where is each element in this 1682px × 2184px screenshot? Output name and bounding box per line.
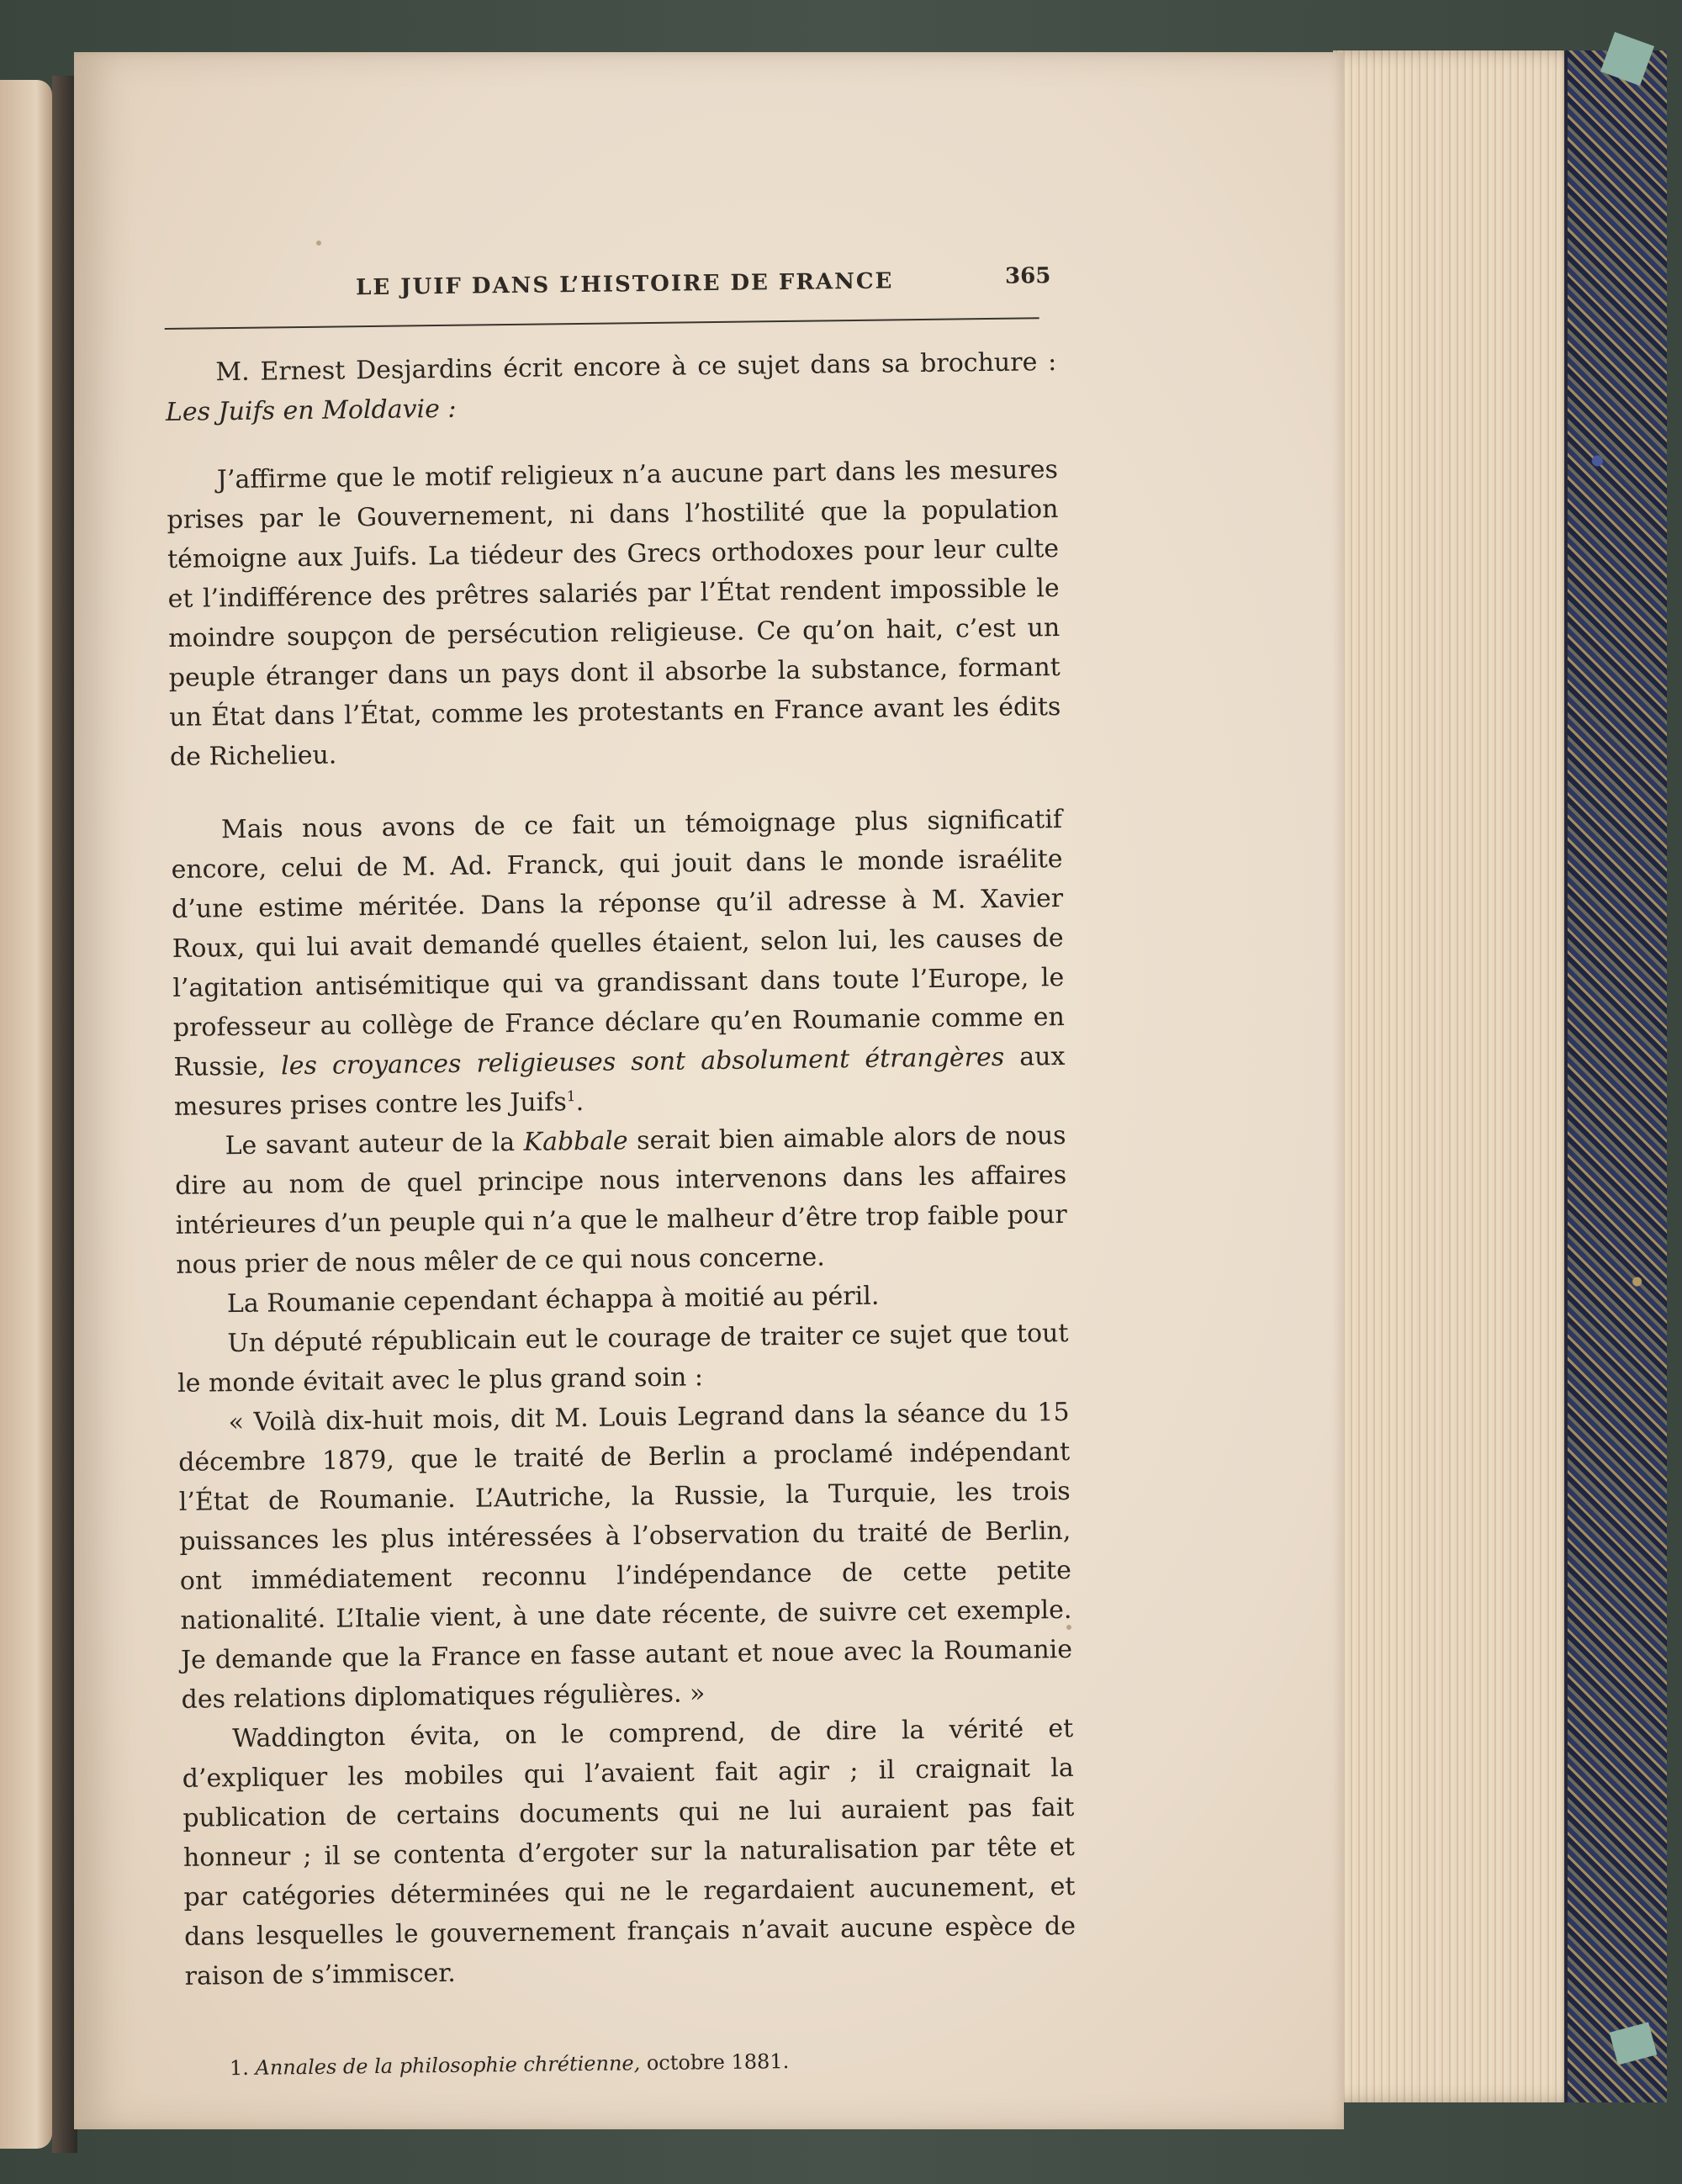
quote-text: J’affirme que le motif religieux n’a aucune part dans les mesures prises par le Gouvernement, ni dans l’hostilité que la population témoigne aux Juifs. La tiédeur des Grecs orthodoxes pour leur culte et l’indifférence des prêtres salariés par l’État rendent impossible le moindre soupçon de persécution religieuse. Ce qu’on hait, c’est un peuple étranger dans un pays dont il absorbe la substance, formant un État dans l’État, comme les protestants en France avant les édits de Richelieu. <box>167 455 1061 772</box>
facing-page-edge <box>0 80 52 2149</box>
brochure-title: Les Juifs en Moldavie : <box>165 394 457 427</box>
page-block-edges <box>1333 50 1585 2102</box>
footnote-number: 1. <box>229 2055 256 2081</box>
running-title: LE JUIF DANS L’HISTOIRE DE FRANCE <box>355 268 894 301</box>
franck-emphasis: les croyances religieuses sont absolument étrangères <box>280 1042 1005 1081</box>
block-quote <box>167 450 1062 777</box>
waddington-paragraph: Waddington évita, on le comprend, de dire la vérité et d’expliquer les mobiles qui l’avaient fait agir ; il craignait la publication de certains documents qui ne lui auraient pas fait honneur ; il se contenta d’ergoter sur la naturalisation par tête et par catégories déterminées qui ne le regardaient aucunement, et dans lesquelles le gouvernement français n’avait aucune espèce de raison de s’immiscer. <box>182 1713 1076 1991</box>
footnote-reference: 1 <box>566 1088 576 1106</box>
franck-text: Mais nous avons de ce fait un témoignage plus significatif encore, celui de M. Ad. Franck, qui jouit dans le monde israélite d’une estime méritée. Dans la réponse qu’il adresse à M. Xavier Roux, qui lui avait demandé quelles étaient, selon lui, les causes de l’agitation antisémitique qui va grandissant dans toute l’Europe, le professeur au collège de France déclare qu’en Roumanie comme en Russie, <box>171 805 1066 1082</box>
intro-paragraph <box>165 342 1057 432</box>
intro-text: M. Ernest Desjardins écrit encore à ce sujet dans sa brochure : <box>215 347 1057 388</box>
paragraph: Un député républicain eut le courage de traiter ce sujet que tout le monde évitait avec le plus grand soin : <box>177 1318 1069 1399</box>
footnote-date: octobre 1881. <box>640 2049 790 2076</box>
text-block <box>164 263 1077 2082</box>
franck-paragraph <box>171 800 1066 1127</box>
kabbale-paragraph <box>174 1116 1067 1285</box>
paragraph: La Roumanie cependant échappa à moitié au péril. <box>226 1281 880 1319</box>
kabbale-title: Kabbale <box>523 1126 628 1157</box>
kabbale-text: Le savant auteur de la <box>225 1127 524 1161</box>
kabbale-text-end: serait bien aimable alors de nous dire au nom de quel principe nous intervenons dans les affaires intérieures d’un peuple qui n’a que le malheur d’être trop faible pour nous prier de nous mêler de ce qui nous concerne. <box>174 1120 1067 1280</box>
franck-text-end: aux mesures prises contre les Juifs <box>173 1041 1066 1122</box>
header-rule <box>165 317 1039 330</box>
marbled-cover-board <box>1564 50 1667 2102</box>
legrand-quote-paragraph: « Voilà dix-huit mois, dit M. Louis Legrand dans la séance du 15 décembre 1879, que le traité de Berlin a proclamé indépendant l’État de Roumanie. L’Autriche, la Russie, la Turquie, les trois puissances les plus intéressées à l’observation du traité de Berlin, ont immédiatement reconnu l’indépendance de cette petite nationalité. L’Italie vient, à une date récente, de suivre cet exemple. Je demande que la France en fasse autant et noue avec la Roumanie des relations diplomatiques régulières. » <box>178 1397 1073 1715</box>
franck-period: . <box>575 1087 584 1118</box>
page-number: 365 <box>1004 263 1051 289</box>
paper-speck <box>316 241 321 246</box>
footnote-source: Annales de la philosophie chrétienne, <box>255 2051 641 2080</box>
